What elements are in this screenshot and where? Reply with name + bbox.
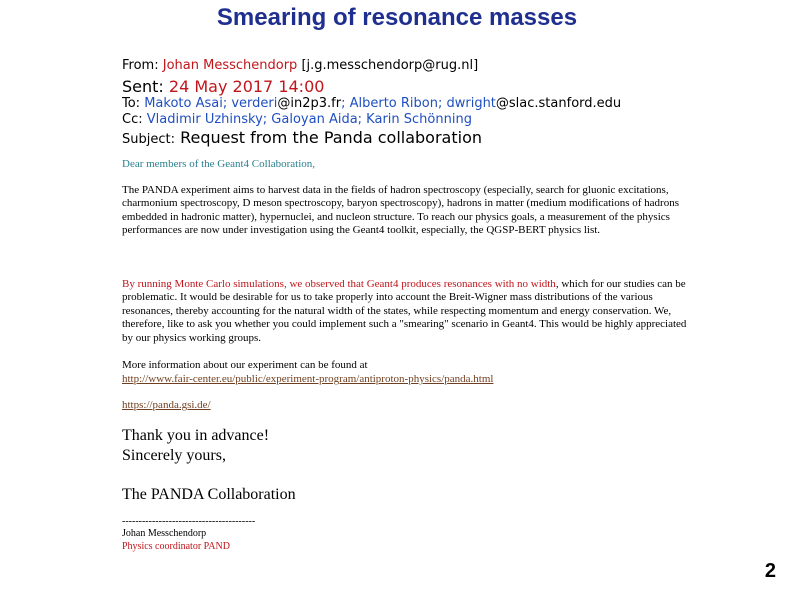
greeting: Dear members of the Geant4 Collaboration,: [122, 158, 316, 170]
link-fair[interactable]: [122, 373, 702, 386]
cc-label: Cc:: [122, 112, 143, 127]
sent-line: [122, 77, 324, 96]
subject-label: Subject:: [122, 132, 175, 147]
thanks-line: Thank you in advance!: [122, 427, 270, 444]
from-email: [j.g.messchendorp@rug.nl]: [301, 58, 479, 73]
sent-value: 24 May 2017 14:00: [168, 77, 325, 96]
link-panda[interactable]: [122, 399, 702, 412]
sender-name: Johan Messchendorp: [122, 528, 207, 539]
paragraph-1: [122, 184, 692, 238]
slide-title: Smearing of resonance masses: [216, 4, 578, 31]
from-line: [122, 58, 478, 73]
fair-link[interactable]: http://www.fair-center.eu/public/experiment-program/antiproton-physics/panda.html: [122, 373, 494, 385]
page-number: 2: [764, 560, 776, 582]
paragraph-1-text: The PANDA experiment aims to harvest data in the fields of hadron spectroscopy (especially, search for gluonic excitations, charmonium spectroscopy, D meson spectroscopy, baryon spectroscopy), hadrons in matter (medium modifications of hadrons embedded in hadronic matter), hypernuclei, and nucleon structure. To reach our physics goals, a measurement of the physics performances are now under investigation using the Geant4 toolkit, especially, the QGSP-BERT physics list.: [122, 184, 679, 237]
subject-line: [122, 128, 482, 147]
to-recipient-2: ; Alberto Ribon; dwright: [341, 96, 496, 111]
paragraph-2: [122, 278, 692, 345]
sender-role: Physics coordinator PAND: [122, 541, 230, 552]
from-name: Johan Messchendorp: [162, 58, 298, 73]
to-domain-1: @in2p3.fr: [277, 96, 342, 111]
cc-value: Vladimir Uzhinsky; Galoyan Aida; Karin Schönning: [146, 112, 472, 127]
to-domain-2: @slac.stanford.edu: [495, 96, 622, 111]
from-label: From:: [122, 58, 159, 73]
panda-link[interactable]: https://panda.gsi.de/: [122, 399, 211, 411]
more-info: More information about our experiment can be found at: [122, 359, 368, 371]
paragraph-2-text: , which for our studies can be problematic. It would be desirable for us to take properly into account the Breit-Wigner mass distributions of the various resonances, thereby accounting for the natural width of the states, while respecting momentum and energy conservation. We, therefore, like to ask you whether you could implement such a "smearing" scenario in Geant4. This would be highly appreciated by our physics working groups.: [122, 278, 687, 344]
sincerely-line: Sincerely yours,: [122, 447, 226, 464]
to-recipient-1: Makoto Asai; verderi: [144, 96, 278, 111]
paragraph-2-highlight: By running Monte Carlo simulations, we observed that Geant4 produces resonances with no width: [122, 278, 556, 290]
separator: ----------------------------------------: [122, 516, 256, 527]
to-label: To:: [122, 96, 141, 111]
signature: The PANDA Collaboration: [122, 486, 296, 503]
cc-line: [122, 112, 472, 127]
sent-label: Sent:: [122, 77, 164, 96]
to-line: [122, 96, 621, 111]
subject-value: Request from the Panda collaboration: [180, 128, 482, 147]
